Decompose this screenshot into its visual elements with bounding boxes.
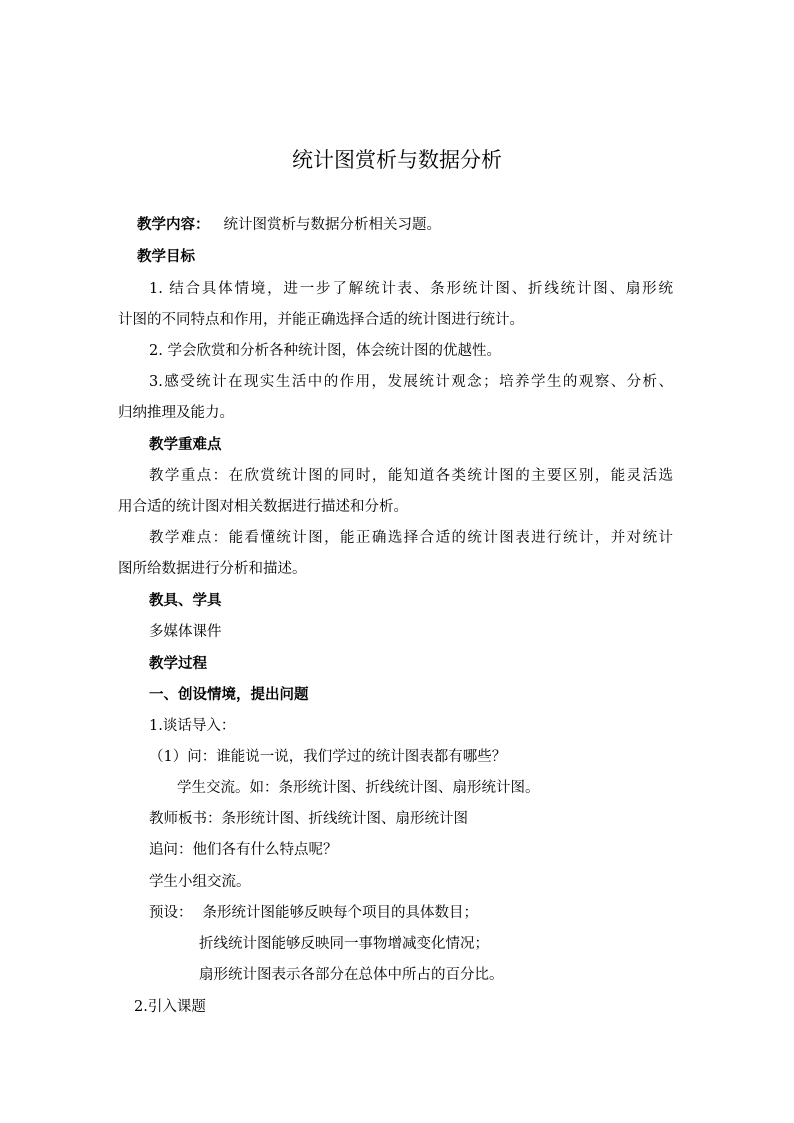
- objective-3-line-1: 3.感受统计在现实生活中的作用，发展统计观念；培养学生的观察、分析、: [149, 374, 673, 390]
- preset-row: [149, 903, 478, 923]
- process-heading: 教学过程: [149, 656, 207, 672]
- objective-2: 2. 学会欣赏和分析各种统计图，体会统计图的优越性。: [149, 343, 501, 359]
- content-text: 统计图赏析与数据分析相关习题。: [223, 217, 441, 233]
- step-2: 2.引入课题: [134, 999, 206, 1015]
- content-row: [137, 215, 441, 235]
- difficulty-line-2: 图所给数据进行分析和描述。: [118, 561, 307, 577]
- tools-heading: 教具、学具: [149, 593, 222, 609]
- difficulty-line-1: 教学难点：能看懂统计图，能正确选择合适的统计图表进行统计，并对统计: [149, 530, 673, 546]
- student-answer: 学生交流。如：条形统计图、折线统计图、扇形统计图。: [177, 780, 540, 796]
- preset-1: 条形统计图能够反映每个项目的具体数目；: [202, 905, 478, 921]
- objective-1-line-2: 计图的不同特点和作用，并能正确选择合适的统计图进行统计。: [118, 312, 524, 328]
- objective-1-line-1: 1. 结合具体情境，进一步了解统计表、条形统计图、折线统计图、扇形统: [149, 281, 673, 297]
- question-1: （1）问：谁能说一说，我们学过的统计图表都有哪些？: [149, 749, 507, 765]
- focus-line-2: 用合适的统计图对相关数据进行描述和分析。: [118, 499, 408, 515]
- preset-3: 扇形统计图表示各部分在总体中所占的百分比。: [199, 967, 504, 983]
- followup-question: 追问：他们各有什么特点呢？: [149, 842, 338, 858]
- objective-3-line-2: 归纳推理及能力。: [118, 405, 234, 421]
- step-1: 1.谈话导入：: [149, 718, 236, 734]
- preset-2: 折线统计图能够反映同一事物增减变化情况；: [199, 936, 489, 952]
- section-1-heading: 一、创设情境，提出问题: [149, 687, 309, 703]
- teacher-board: 教师板书：条形统计图、折线统计图、扇形统计图: [149, 811, 468, 827]
- key-points-heading: 教学重难点: [149, 437, 222, 453]
- content-label: 教学内容：: [137, 217, 210, 233]
- group-discussion: 学生小组交流。: [149, 874, 251, 890]
- tools-text: 多媒体课件: [149, 624, 222, 640]
- objectives-heading: 教学目标: [137, 249, 195, 265]
- document-title: 统计图赏析与数据分析: [292, 148, 502, 172]
- focus-line-1: 教学重点：在欣赏统计图的同时，能知道各类统计图的主要区别，能灵活选: [149, 468, 673, 484]
- preset-label: 预设：: [149, 905, 193, 921]
